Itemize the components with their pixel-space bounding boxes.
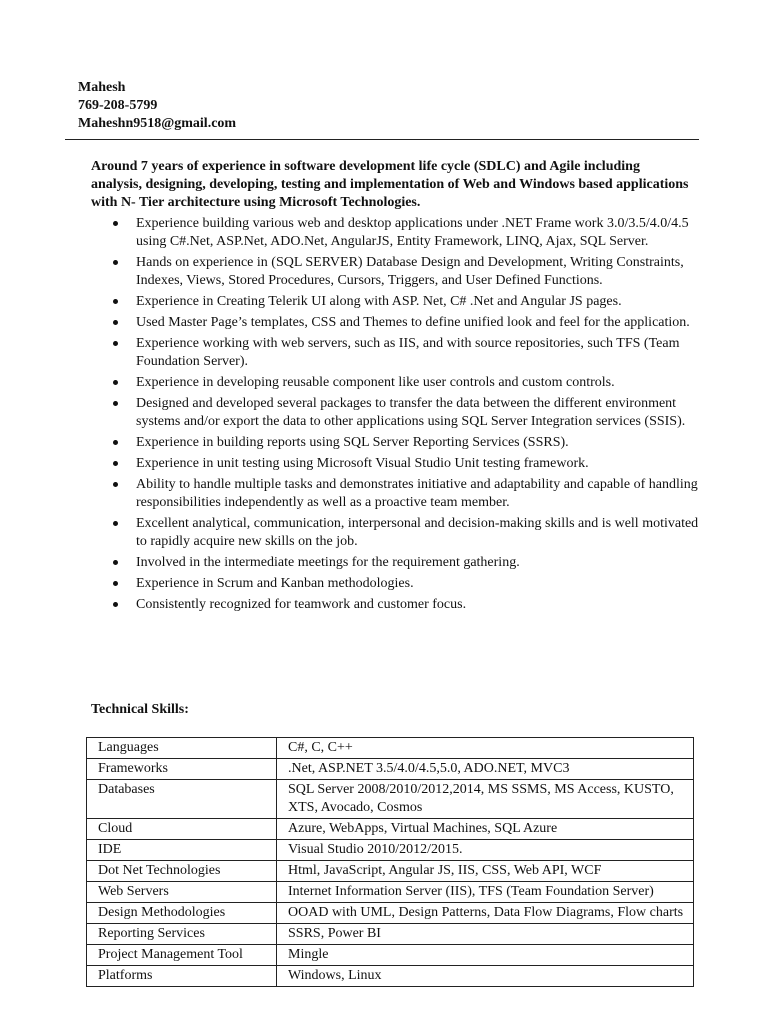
bullet-icon — [113, 260, 118, 265]
bullet-text: Hands on experience in (SQL SERVER) Database Design and Development, Writing Constraints, Indexes, Views, Stored Procedures, Cursors, Triggers, and User Defined Functions. — [136, 255, 684, 288]
bullet-text: Designed and developed several packages to transfer the data between the different environment systems and/or export the data to other applications using SQL Server Integration services (SSIS). — [136, 396, 686, 429]
table-row — [87, 861, 694, 882]
bullet-text: Experience in Scrum and Kanban methodologies. — [136, 576, 414, 591]
skill-category: Languages — [87, 738, 277, 759]
skill-value: Visual Studio 2010/2012/2015. — [277, 840, 694, 861]
skill-value: SSRS, Power BI — [277, 924, 694, 945]
bullet-text: Experience in Creating Telerik UI along with ASP. Net, C# .Net and Angular JS pages. — [136, 294, 622, 309]
table-row — [87, 738, 694, 759]
table-row — [87, 903, 694, 924]
bullet-text: Experience in developing reusable component like user controls and custom controls. — [136, 375, 615, 390]
candidate-phone: 769-208-5799 — [78, 98, 158, 113]
bullet-text: Consistently recognized for teamwork and customer focus. — [136, 597, 467, 612]
skill-value: Mingle — [277, 945, 694, 966]
list-item — [110, 395, 700, 431]
bullet-icon — [113, 461, 118, 466]
list-item — [110, 434, 700, 452]
skill-category: Project Management Tool — [87, 945, 277, 966]
list-item — [110, 554, 700, 572]
bullet-icon — [113, 221, 118, 226]
skill-value: .Net, ASP.NET 3.5/4.0/4.5,5.0, ADO.NET, MVC3 — [277, 759, 694, 780]
technical-skills-table — [86, 737, 694, 987]
list-item — [110, 335, 700, 371]
bullet-icon — [113, 521, 118, 526]
skill-category: Frameworks — [87, 759, 277, 780]
skill-category: Design Methodologies — [87, 903, 277, 924]
bullet-text: Experience working with web servers, such as IIS, and with source repositories, such TFS (Team Foundation Server). — [136, 336, 680, 369]
candidate-name: Mahesh — [78, 80, 126, 95]
list-item — [110, 455, 700, 473]
bullet-text: Experience in building reports using SQL Server Reporting Services (SSRS). — [136, 435, 569, 450]
list-item — [110, 293, 700, 311]
bullet-text: Experience in unit testing using Microsoft Visual Studio Unit testing framework. — [136, 456, 589, 471]
skill-category: Databases — [87, 780, 277, 819]
table-row — [87, 966, 694, 987]
list-item — [110, 254, 700, 290]
bullet-icon — [113, 482, 118, 487]
table-row — [87, 840, 694, 861]
bullet-text: Excellent analytical, communication, interpersonal and decision-making skills and is well motivated to rapidly acquire new skills on the job. — [136, 516, 699, 549]
bullet-text: Used Master Page’s templates, CSS and Themes to define unified look and feel for the application. — [136, 315, 690, 330]
bullet-text: Ability to handle multiple tasks and demonstrates initiative and adaptability and capable of handling responsibilities independently as well as a proactive team member. — [136, 477, 698, 510]
header-divider — [65, 139, 699, 140]
contact-header — [78, 79, 236, 133]
skill-value: SQL Server 2008/2010/2012,2014, MS SSMS, MS Access, KUSTO, XTS, Avocado, Cosmos — [277, 780, 694, 819]
table-row — [87, 882, 694, 903]
list-item — [110, 374, 700, 392]
candidate-email: Maheshn9518@gmail.com — [78, 116, 237, 131]
skill-value: C#, C, C++ — [277, 738, 694, 759]
technical-skills-heading: Technical Skills: — [91, 702, 189, 717]
table-row — [87, 819, 694, 840]
list-item — [110, 215, 700, 251]
list-item — [110, 314, 700, 332]
professional-summary: Around 7 years of experience in software development life cycle (SDLC) and Agile including analysis, designing, developing, testing and implementation of Web and Windows based applications with N- Tier architecture using Microsoft Technologies. — [91, 159, 689, 210]
skill-category: Reporting Services — [87, 924, 277, 945]
list-item — [110, 575, 700, 593]
skill-value: Internet Information Server (IIS), TFS (Team Foundation Server) — [277, 882, 694, 903]
list-item — [110, 476, 700, 512]
skill-category: Web Servers — [87, 882, 277, 903]
table-row — [87, 945, 694, 966]
skill-category: Platforms — [87, 966, 277, 987]
skill-value: Html, JavaScript, Angular JS, IIS, CSS, Web API, WCF — [277, 861, 694, 882]
bullet-text: Involved in the intermediate meetings for the requirement gathering. — [136, 555, 520, 570]
bullet-icon — [113, 320, 118, 325]
table-row — [87, 924, 694, 945]
skill-value: OOAD with UML, Design Patterns, Data Flow Diagrams, Flow charts — [277, 903, 694, 924]
bullet-icon — [113, 602, 118, 607]
bullet-icon — [113, 560, 118, 565]
skill-value: Windows, Linux — [277, 966, 694, 987]
experience-bullet-list — [110, 215, 700, 617]
bullet-icon — [113, 299, 118, 304]
table-row — [87, 759, 694, 780]
bullet-icon — [113, 380, 118, 385]
list-item — [110, 596, 700, 614]
table-row — [87, 780, 694, 819]
skill-category: Dot Net Technologies — [87, 861, 277, 882]
list-item — [110, 515, 700, 551]
skill-category: IDE — [87, 840, 277, 861]
bullet-icon — [113, 401, 118, 406]
bullet-icon — [113, 581, 118, 586]
skill-category: Cloud — [87, 819, 277, 840]
bullet-text: Experience building various web and desktop applications under .NET Frame work 3.0/3.5/4.0/4.5 using C#.Net, ASP.Net, ADO.Net, AngularJS, Entity Framework, LINQ, Ajax, SQL Server. — [136, 216, 689, 249]
bullet-icon — [113, 341, 118, 346]
bullet-icon — [113, 440, 118, 445]
skill-value: Azure, WebApps, Virtual Machines, SQL Azure — [277, 819, 694, 840]
